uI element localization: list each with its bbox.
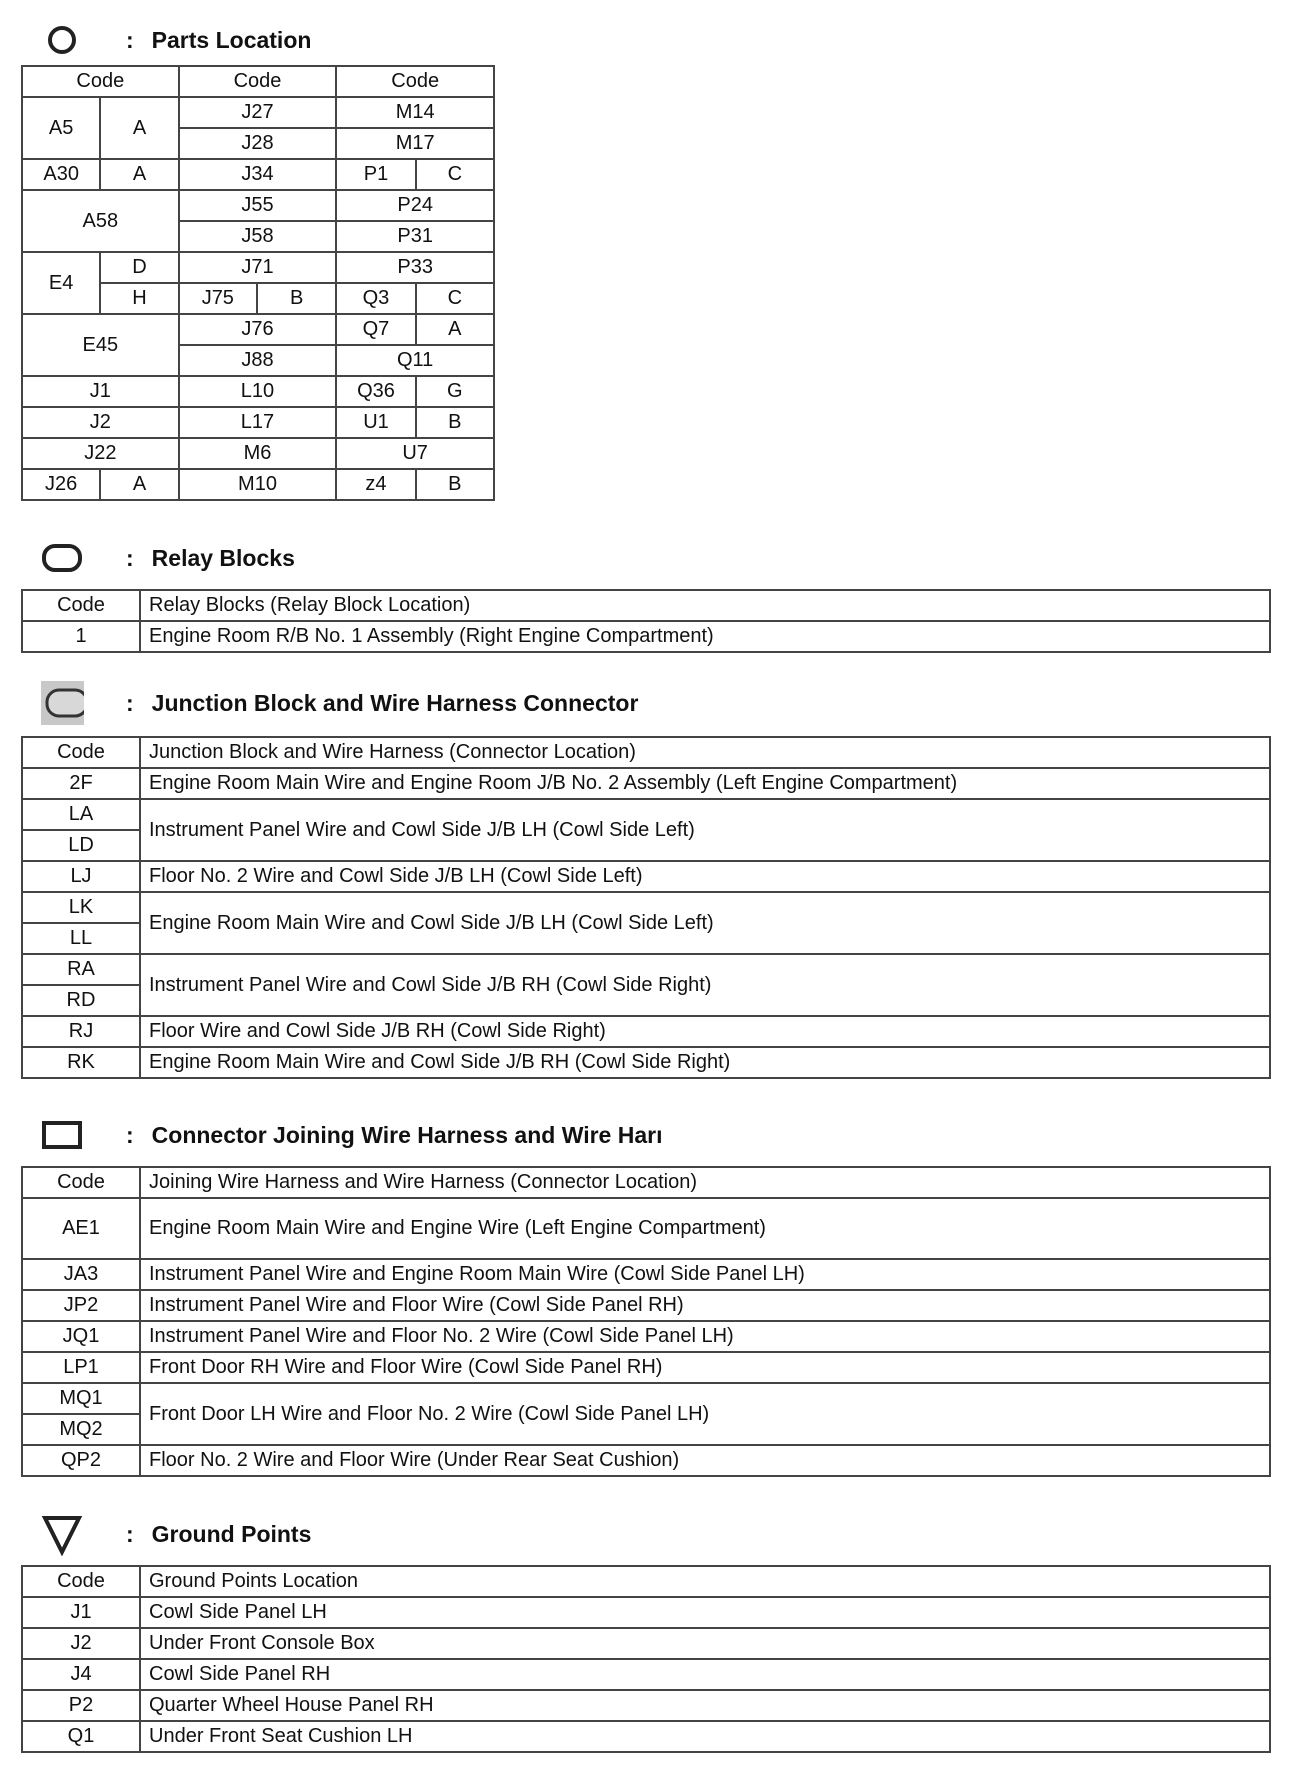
code-cell: P31 xyxy=(336,221,494,252)
ground-points-table xyxy=(21,1565,1271,1753)
code-cell: J26 xyxy=(22,469,100,500)
connector-joining-table xyxy=(21,1166,1271,1477)
code-cell: A58 xyxy=(22,190,179,252)
code-cell: J2 xyxy=(22,407,179,438)
code-cell: J27 xyxy=(179,97,337,128)
code-cell: E45 xyxy=(22,314,179,376)
ground-points-title: Ground Points xyxy=(151,1520,312,1547)
row-desc: Engine Room Main Wire and Cowl Side J/B RH (Cowl Side Right) xyxy=(140,1047,1270,1078)
row-desc: Cowl Side Panel RH xyxy=(140,1659,1270,1690)
connector-joining-colon: : xyxy=(126,1121,134,1148)
code-cell: B xyxy=(416,407,494,438)
code-cell: M14 xyxy=(336,97,494,128)
square-icon xyxy=(40,1115,84,1155)
row-code: RJ xyxy=(22,1016,140,1047)
code-cell: J1 xyxy=(22,376,179,407)
header-code: Code xyxy=(22,1167,140,1198)
row-code: 1 xyxy=(22,621,140,652)
code-cell: B xyxy=(257,283,336,314)
row-desc: Instrument Panel Wire and Cowl Side J/B RH (Cowl Side Right) xyxy=(140,954,1270,1016)
parts-location-heading xyxy=(40,20,311,60)
ground-points-colon: : xyxy=(126,1520,134,1547)
code-cell: Q11 xyxy=(336,345,494,376)
parts-location-table xyxy=(21,65,495,501)
code-cell: P33 xyxy=(336,252,494,283)
row-desc: Floor No. 2 Wire and Cowl Side J/B LH (Cowl Side Left) xyxy=(140,861,1270,892)
junction-block-colon: : xyxy=(126,689,134,716)
row-code: P2 xyxy=(22,1690,140,1721)
row-code: RK xyxy=(22,1047,140,1078)
code-cell: H xyxy=(100,283,178,314)
row-desc: Instrument Panel Wire and Floor Wire (Cowl Side Panel RH) xyxy=(140,1290,1270,1321)
row-desc: Floor No. 2 Wire and Floor Wire (Under Rear Seat Cushion) xyxy=(140,1445,1270,1476)
code-cell: L17 xyxy=(179,407,337,438)
triangle-icon xyxy=(40,1514,84,1554)
code-cell: Q36 xyxy=(336,376,415,407)
relay-blocks-table xyxy=(21,589,1271,653)
rounded-rect-icon xyxy=(40,538,84,578)
code-cell: P1 xyxy=(336,159,415,190)
row-code: JP2 xyxy=(22,1290,140,1321)
code-cell: U7 xyxy=(336,438,494,469)
row-code: AE1 xyxy=(22,1198,140,1259)
row-desc: Floor Wire and Cowl Side J/B RH (Cowl Side Right) xyxy=(140,1016,1270,1047)
code-cell: P24 xyxy=(336,190,494,221)
header-desc: Ground Points Location xyxy=(140,1566,1270,1597)
row-desc: Instrument Panel Wire and Cowl Side J/B LH (Cowl Side Left) xyxy=(140,799,1270,861)
header-desc: Relay Blocks (Relay Block Location) xyxy=(140,590,1270,621)
row-code: J4 xyxy=(22,1659,140,1690)
row-code: RD xyxy=(22,985,140,1016)
code-cell: A xyxy=(100,97,178,159)
row-code: LK xyxy=(22,892,140,923)
code-cell: L10 xyxy=(179,376,337,407)
header-code: Code xyxy=(22,1566,140,1597)
row-desc: Engine Room R/B No. 1 Assembly (Right Engine Compartment) xyxy=(140,621,1270,652)
code-cell: G xyxy=(416,376,494,407)
code-cell: A xyxy=(100,469,178,500)
row-code: JA3 xyxy=(22,1259,140,1290)
relay-blocks-colon: : xyxy=(126,544,134,571)
row-desc: Front Door RH Wire and Floor Wire (Cowl Side Panel RH) xyxy=(140,1352,1270,1383)
code-cell: U1 xyxy=(336,407,415,438)
row-code: JQ1 xyxy=(22,1321,140,1352)
row-code: QP2 xyxy=(22,1445,140,1476)
junction-block-table xyxy=(21,736,1271,1079)
row-code: Q1 xyxy=(22,1721,140,1752)
header-cell: Code xyxy=(336,66,494,97)
header-cell: Code xyxy=(179,66,337,97)
header-desc: Junction Block and Wire Harness (Connector Location) xyxy=(140,737,1270,768)
code-cell: J28 xyxy=(179,128,337,159)
code-cell: D xyxy=(100,252,178,283)
shaded-rounded-rect-icon xyxy=(40,683,84,723)
relay-blocks-heading xyxy=(40,538,295,578)
code-cell: J75 xyxy=(179,283,257,314)
code-cell: E4 xyxy=(22,252,100,314)
row-desc: Engine Room Main Wire and Engine Wire (Left Engine Compartment) xyxy=(140,1198,1270,1259)
row-code: 2F xyxy=(22,768,140,799)
code-cell: B xyxy=(416,469,494,500)
row-desc: Engine Room Main Wire and Cowl Side J/B LH (Cowl Side Left) xyxy=(140,892,1270,954)
code-cell: J76 xyxy=(179,314,337,345)
row-code: LA xyxy=(22,799,140,830)
row-code: J2 xyxy=(22,1628,140,1659)
code-cell: J34 xyxy=(179,159,337,190)
connector-joining-title: Connector Joining Wire Harness and Wire Harı xyxy=(151,1121,663,1148)
code-cell: Q7 xyxy=(336,314,415,345)
row-code: MQ2 xyxy=(22,1414,140,1445)
row-desc: Quarter Wheel House Panel RH xyxy=(140,1690,1270,1721)
row-desc: Cowl Side Panel LH xyxy=(140,1597,1270,1628)
code-cell: Q3 xyxy=(336,283,415,314)
code-cell: A30 xyxy=(22,159,100,190)
row-code: LJ xyxy=(22,861,140,892)
connector-joining-heading xyxy=(40,1115,662,1155)
junction-block-title: Junction Block and Wire Harness Connector xyxy=(151,689,639,716)
circle-icon xyxy=(40,20,84,60)
code-cell: J71 xyxy=(179,252,337,283)
code-cell: z4 xyxy=(336,469,415,500)
ground-points-heading xyxy=(40,1514,311,1554)
row-code: LL xyxy=(22,923,140,954)
row-desc: Instrument Panel Wire and Engine Room Main Wire (Cowl Side Panel LH) xyxy=(140,1259,1270,1290)
code-cell: A5 xyxy=(22,97,100,159)
row-desc: Instrument Panel Wire and Floor No. 2 Wire (Cowl Side Panel LH) xyxy=(140,1321,1270,1352)
code-cell: C xyxy=(416,159,494,190)
parts-location-colon: : xyxy=(126,26,134,53)
junction-block-heading xyxy=(40,683,638,723)
code-cell: M10 xyxy=(179,469,337,500)
row-code: J1 xyxy=(22,1597,140,1628)
row-desc: Front Door LH Wire and Floor No. 2 Wire (Cowl Side Panel LH) xyxy=(140,1383,1270,1445)
header-cell: Code xyxy=(22,66,179,97)
code-cell: J55 xyxy=(179,190,337,221)
code-cell: A xyxy=(100,159,178,190)
row-code: RA xyxy=(22,954,140,985)
row-desc: Under Front Seat Cushion LH xyxy=(140,1721,1270,1752)
code-cell: J22 xyxy=(22,438,179,469)
row-code: LP1 xyxy=(22,1352,140,1383)
row-desc: Engine Room Main Wire and Engine Room J/B No. 2 Assembly (Left Engine Compartment) xyxy=(140,768,1270,799)
row-code: MQ1 xyxy=(22,1383,140,1414)
row-desc: Under Front Console Box xyxy=(140,1628,1270,1659)
relay-blocks-title: Relay Blocks xyxy=(151,544,295,571)
code-cell: C xyxy=(416,283,494,314)
code-cell: J58 xyxy=(179,221,337,252)
row-code: LD xyxy=(22,830,140,861)
code-cell: M6 xyxy=(179,438,337,469)
header-desc: Joining Wire Harness and Wire Harness (Connector Location) xyxy=(140,1167,1270,1198)
header-code: Code xyxy=(22,590,140,621)
code-cell: M17 xyxy=(336,128,494,159)
parts-location-title: Parts Location xyxy=(151,26,312,53)
code-cell: A xyxy=(416,314,494,345)
header-code: Code xyxy=(22,737,140,768)
code-cell: J88 xyxy=(179,345,337,376)
